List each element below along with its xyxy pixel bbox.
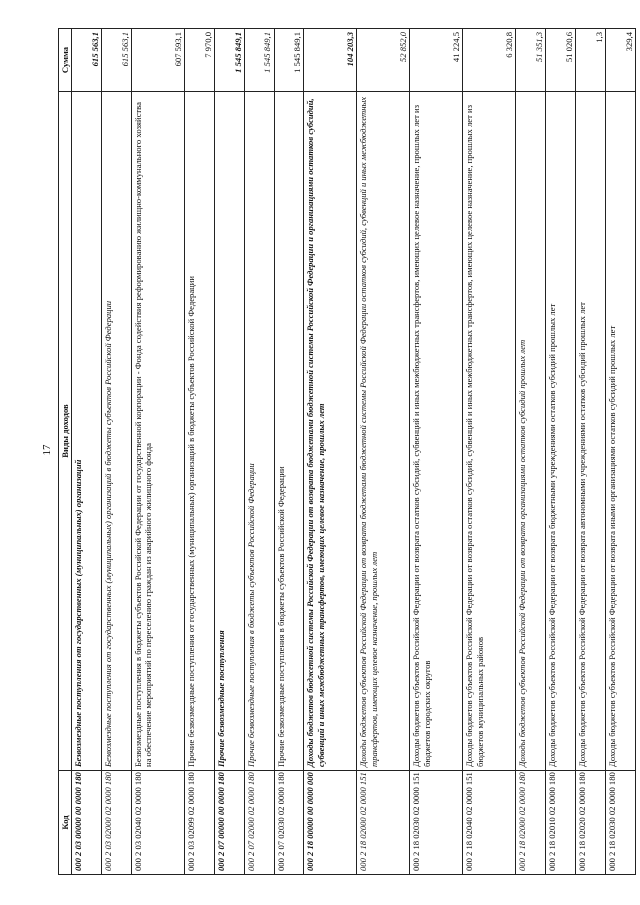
header-code: Код bbox=[59, 771, 72, 875]
table-row bbox=[357, 29, 410, 875]
row-name: Доходы бюджетов субъектов Российской Федерации от возврата бюджетами бюджетной системы Российской Федерации остатков субсидий, субвенций и иных межбюджетных трансфертов, имеющих целевое назначение, прошлых лет bbox=[357, 92, 410, 771]
row-code: 000 2 18 02000 02 0000 180 bbox=[516, 771, 546, 875]
table-row bbox=[606, 29, 636, 875]
header-name: Виды доходов bbox=[59, 92, 72, 771]
row-name: Доходы бюджетов субъектов Российской Федерации от возврата бюджетными учреждениями остатков субсидий прошлых лет bbox=[546, 92, 576, 771]
row-sum: 51 351,3 bbox=[516, 29, 546, 92]
table-row bbox=[244, 29, 274, 875]
table-row bbox=[184, 29, 214, 875]
row-code: 000 2 18 02040 02 0000 151 bbox=[463, 771, 516, 875]
table-row bbox=[546, 29, 576, 875]
row-name: Доходы бюджетов субъектов Российской Федерации от возврата организациями остатков субсидий прошлых лет bbox=[516, 92, 546, 771]
row-name: Прочие безвозмездные поступления в бюджеты субъектов Российской Федерации bbox=[274, 92, 304, 771]
row-sum: 51 020,6 bbox=[546, 29, 576, 92]
table-row bbox=[410, 29, 463, 875]
row-sum: 1,3 bbox=[576, 29, 606, 92]
row-name: Прочие безвозмездные поступления bbox=[214, 92, 244, 771]
row-code: 000 2 18 02030 02 0000 180 bbox=[606, 771, 636, 875]
header-sum: Сумма bbox=[59, 29, 72, 92]
revenue-table-container bbox=[58, 29, 636, 875]
row-sum: 41 224,5 bbox=[410, 29, 463, 92]
row-sum: 1 545 849,1 bbox=[274, 29, 304, 92]
row-name: Безвозмездные поступления от государственных (муниципальных) организаций в бюджеты субъектов Российской Федерации bbox=[102, 92, 132, 771]
row-code: 000 2 18 02030 02 0000 151 bbox=[410, 771, 463, 875]
row-code: 000 2 03 02099 02 0000 180 bbox=[184, 771, 214, 875]
table-row bbox=[72, 29, 102, 875]
row-code: 000 2 07 02030 02 0000 180 bbox=[274, 771, 304, 875]
row-sum: 7 970,0 bbox=[184, 29, 214, 92]
table-row bbox=[463, 29, 516, 875]
row-name: Доходы бюджетов бюджетной системы Российской Федерации от возврата бюджетами бюджетной системы Российской Федерации и организациями остатков субсидий, субвенций и иных межбюджетных трансфертов, имеющих целевое назначение, прошлых лет bbox=[304, 92, 357, 771]
table-header-row bbox=[59, 29, 72, 875]
row-sum: 329,4 bbox=[606, 29, 636, 92]
row-code: 000 2 03 00000 00 0000 180 bbox=[72, 771, 102, 875]
table-row bbox=[274, 29, 304, 875]
row-sum: 1 545 849,1 bbox=[244, 29, 274, 92]
row-code: 000 2 07 02000 02 0000 180 bbox=[244, 771, 274, 875]
table-row bbox=[516, 29, 546, 875]
row-sum: 52 852,0 bbox=[357, 29, 410, 92]
row-name: Доходы бюджетов субъектов Российской Федерации от возврата автономными учреждениями остатков субсидий прошлых лет bbox=[576, 92, 606, 771]
row-name: Безвозмездные поступления от государственных (муниципальных) организаций bbox=[72, 92, 102, 771]
page-number: 17 bbox=[41, 444, 53, 456]
revenue-table bbox=[58, 28, 636, 875]
row-code: 000 2 03 02000 02 0000 180 bbox=[102, 771, 132, 875]
row-name: Доходы бюджетов субъектов Российской Федерации от возврата остатков субсидий, субвенций и иных межбюджетных трансфертов, имеющих целевое назначение, прошлых лет из бюджетов муниципальных районов bbox=[463, 92, 516, 771]
table-row bbox=[102, 29, 132, 875]
row-name: Безвозмездные поступления в бюджеты субъектов Российской Федерации от государственной корпорации - Фонда содействия реформированию жилищно-коммунального хозяйства на обеспечение мероприятий по переселению граждан из аварийного жилищного фонда bbox=[131, 92, 184, 771]
table-row bbox=[214, 29, 244, 875]
row-sum: 104 203,3 bbox=[304, 29, 357, 92]
row-name: Прочие безвозмездные поступления в бюджеты субъектов Российской Федерации bbox=[244, 92, 274, 771]
row-name: Прочие безвозмездные поступления от государственных (муниципальных) организаций в бюджеты субъектов Российской Федерации bbox=[184, 92, 214, 771]
row-name: Доходы бюджетов субъектов Российской Федерации от возврата остатков субсидий, субвенций и иных межбюджетных трансфертов, имеющих целевое назначение, прошлых лет из бюджетов городских округов bbox=[410, 92, 463, 771]
row-sum: 607 593,1 bbox=[131, 29, 184, 92]
row-sum: 6 320,8 bbox=[463, 29, 516, 92]
row-sum: 615 563,1 bbox=[72, 29, 102, 92]
row-sum: 615 563,1 bbox=[102, 29, 132, 92]
table-row bbox=[576, 29, 606, 875]
row-code: 000 2 03 02040 02 0000 180 bbox=[131, 771, 184, 875]
row-code: 000 2 18 00000 00 0000 000 bbox=[304, 771, 357, 875]
row-code: 000 2 18 02000 02 0000 151 bbox=[357, 771, 410, 875]
row-code: 000 2 07 00000 00 0000 180 bbox=[214, 771, 244, 875]
row-name: Доходы бюджетов субъектов Российской Федерации от возврата иными организациями остатков субсидий прошлых лет bbox=[606, 92, 636, 771]
table-row bbox=[304, 29, 357, 875]
table-row bbox=[131, 29, 184, 875]
row-code: 000 2 18 02020 02 0000 180 bbox=[576, 771, 606, 875]
row-code: 000 2 18 02010 02 0000 180 bbox=[546, 771, 576, 875]
row-sum: 1 545 849,1 bbox=[214, 29, 244, 92]
